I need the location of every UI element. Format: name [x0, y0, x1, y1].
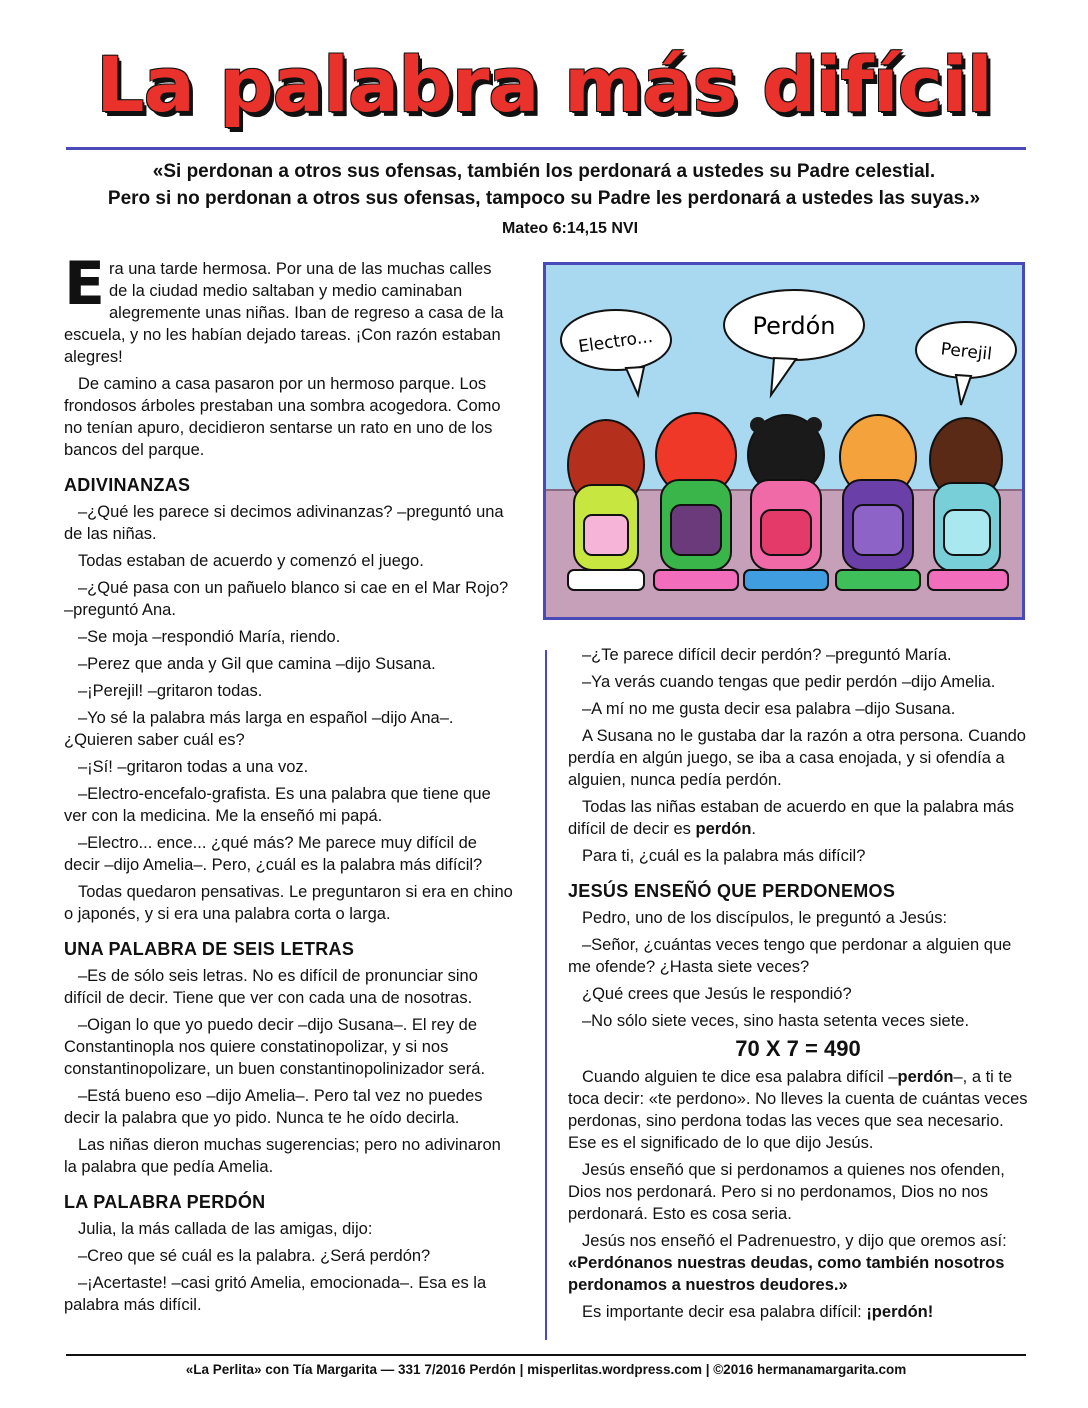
column-separator [545, 650, 547, 1340]
girl-2 [654, 413, 738, 590]
section-heading-adivinanzas: ADIVINANZAS [64, 475, 191, 495]
girl-4 [836, 415, 920, 590]
text: . [751, 820, 756, 838]
footer-divider [66, 1354, 1026, 1356]
verse-line-1: «Si perdonan a otros sus ofensas, también los perdonará a ustedes su Padre celestial. [152, 161, 936, 182]
formula: 70 X 7 = 490 [735, 1036, 861, 1061]
footer: «La Perlita» con Tía Margarita — 331 7/2016 Perdón | misperlitas.wordpress.com | ©2016 hermanamargarita.com [185, 1362, 907, 1377]
paragraph: –Electro-encefalo-grafista. Es una palabra que tiene que ver con la medicina. Me la enseñó mi papá. [64, 785, 491, 825]
intro-text: ra una tarde hermosa. Por una de las muchas calles de la ciudad medio saltaban y medio caminaban alegremente unas niñas. Iban de regreso a casa de la escuela, y no les habían dejado tareas. ¡Con razón estaban alegres! [64, 260, 504, 366]
intro-paragraph [64, 249, 514, 368]
paragraph: –Oigan lo que yo puedo decir –dijo Susana–. El rey de Constantinopla nos quiere constatinopolizar, y si nos constantinopolizare, un buen constantinopolinizador será. [64, 1016, 486, 1078]
paragraph: –Está bueno eso –dijo Amelia–. Pero tal vez no puedes decir la palabra que yo pido. Nunca te he oído decirla. [64, 1087, 483, 1127]
girls-illustration [543, 262, 1025, 620]
paragraph: Jesús enseñó que si perdonamos a quienes nos ofenden, Dios nos perdonará. Pero si no perdonamos, Dios no nos perdonará. Esto es cosa seria. [568, 1161, 1005, 1223]
paragraph: Julia, la más callada de las amigas, dijo: [78, 1220, 373, 1238]
paragraph: –¿Qué les parece si decimos adivinanzas? –preguntó una de las niñas. [64, 503, 504, 543]
paragraph: –Es de sólo seis letras. No es difícil de pronunciar sino difícil de decir. Tiene que ver con cada una de nosotras. [64, 967, 478, 1007]
paragraph: –Electro... ence... ¿qué más? Me parece muy difícil de decir –dijo Amelia–. Pero, ¿cuál es la palabra más difícil? [64, 834, 483, 874]
verse-reference: Mateo 6:14,15 NVI [501, 220, 639, 237]
text: Cuando alguien te dice esa palabra difícil – [582, 1068, 898, 1086]
paragraph: –Yo sé la palabra más larga en español –dijo Ana–. ¿Quieren saber cuál es? [64, 709, 454, 749]
paragraph [568, 1230, 1028, 1296]
bubble-text-perdon: Perdón [752, 312, 836, 340]
paragraph: Las niñas dieron muchas sugerencias; pero no adivinaron la palabra que pedía Amelia. [64, 1136, 501, 1176]
title-divider [66, 147, 1026, 150]
text: Todas las niñas estaban de acuerdo en que la palabra más difícil de decir es [568, 798, 1015, 838]
verse-line-2: Pero si no perdonan a otros sus ofensas, tampoco su Padre les perdonará a ustedes las suyas.» [107, 188, 981, 209]
illustration-art [546, 265, 1022, 617]
girl-3 [744, 415, 828, 590]
section-heading-palabra-perdon: LA PALABRA PERDÓN [64, 1192, 266, 1212]
paragraph: –Ya verás cuando tengas que pedir perdón –dijo Amelia. [582, 673, 996, 691]
paragraph: –Creo que sé cuál es la palabra. ¿Será perdón? [78, 1247, 431, 1265]
paragraph [568, 796, 1028, 840]
bold-word-perdon: ¡perdón! [866, 1303, 934, 1321]
text: Jesús nos enseñó el Padrenuestro, y dijo que oremos así: [582, 1232, 1007, 1250]
bubble-text-electro: Electro... [577, 326, 655, 358]
drop-cap: E [64, 249, 105, 319]
girl-1 [568, 420, 644, 590]
paragraph: A Susana no le gustaba dar la razón a otra persona. Cuando perdía en algún juego, se iba a casa enojada, y si ofendía a alguien, nunca pedía perdón. [568, 727, 1026, 789]
bold-word-perdon: perdón [897, 1068, 954, 1086]
paragraph: –¡Acertaste! –casi gritó Amelia, emocionada–. Esa es la palabra más difícil. [64, 1274, 487, 1314]
paragraph [568, 1301, 1028, 1323]
paragraph: –Se moja –respondió María, riendo. [78, 628, 341, 646]
paragraph: –¡Sí! –gritaron todas a una voz. [78, 758, 309, 776]
text: –, a ti te toca decir: «te perdono». No lleves la cuenta de cuántas veces perdonas, sino perdona todas las veces que sea necesario. Ese es el significado de lo que dijo Jesús. [568, 1068, 1028, 1152]
paragraph: –Señor, ¿cuántas veces tengo que perdonar a alguien que me ofende? ¿Hasta siete veces? [568, 936, 1012, 976]
page-title: La palabra más difícil [96, 40, 992, 129]
section-heading-jesus: JESÚS ENSEÑÓ QUE PERDONEMOS [568, 881, 896, 901]
bold-prayer: «Perdónanos nuestras deudas, como también nosotros perdonamos a nuestros deudores.» [568, 1254, 1005, 1294]
paragraph: –Perez que anda y Gil que camina –dijo Susana. [78, 655, 436, 673]
paragraph: Pedro, uno de los discípulos, le preguntó a Jesús: [582, 909, 948, 927]
paragraph: Todas quedaron pensativas. Le preguntaron si era en chino o japonés, y si era una palabra corta o larga. [64, 883, 513, 923]
paragraph: Todas estaban de acuerdo y comenzó el juego. [78, 552, 424, 570]
paragraph: –¡Perejil! –gritaron todas. [78, 682, 263, 700]
bold-word-perdon: perdón [695, 820, 752, 838]
right-column [568, 644, 1028, 1328]
paragraph: –¿Te parece difícil decir perdón? –preguntó María. [582, 646, 952, 664]
paragraph: De camino a casa pasaron por un hermoso parque. Los frondosos árboles prestaban una sombra acogedora. Como no tenían apuro, decidieron sentarse un rato en uno de los bancos del parque. [64, 375, 501, 459]
left-column [64, 249, 514, 1321]
section-heading-seis-letras: UNA PALABRA DE SEIS LETRAS [64, 939, 355, 959]
paragraph: –No sólo siete veces, sino hasta setenta veces siete. [582, 1012, 970, 1030]
paragraph: –¿Qué pasa con un pañuelo blanco si cae en el Mar Rojo? –preguntó Ana. [64, 579, 509, 619]
paragraph: –A mí no me gusta decir esa palabra –dijo Susana. [582, 700, 956, 718]
paragraph: ¿Qué crees que Jesús le respondió? [582, 985, 852, 1003]
paragraph: Para ti, ¿cuál es la palabra más difícil? [582, 847, 866, 865]
girl-5 [928, 418, 1008, 590]
paragraph [568, 1066, 1028, 1154]
bubble-text-perejil: Perejil [939, 339, 993, 365]
text: Es importante decir esa palabra difícil: [582, 1303, 867, 1321]
